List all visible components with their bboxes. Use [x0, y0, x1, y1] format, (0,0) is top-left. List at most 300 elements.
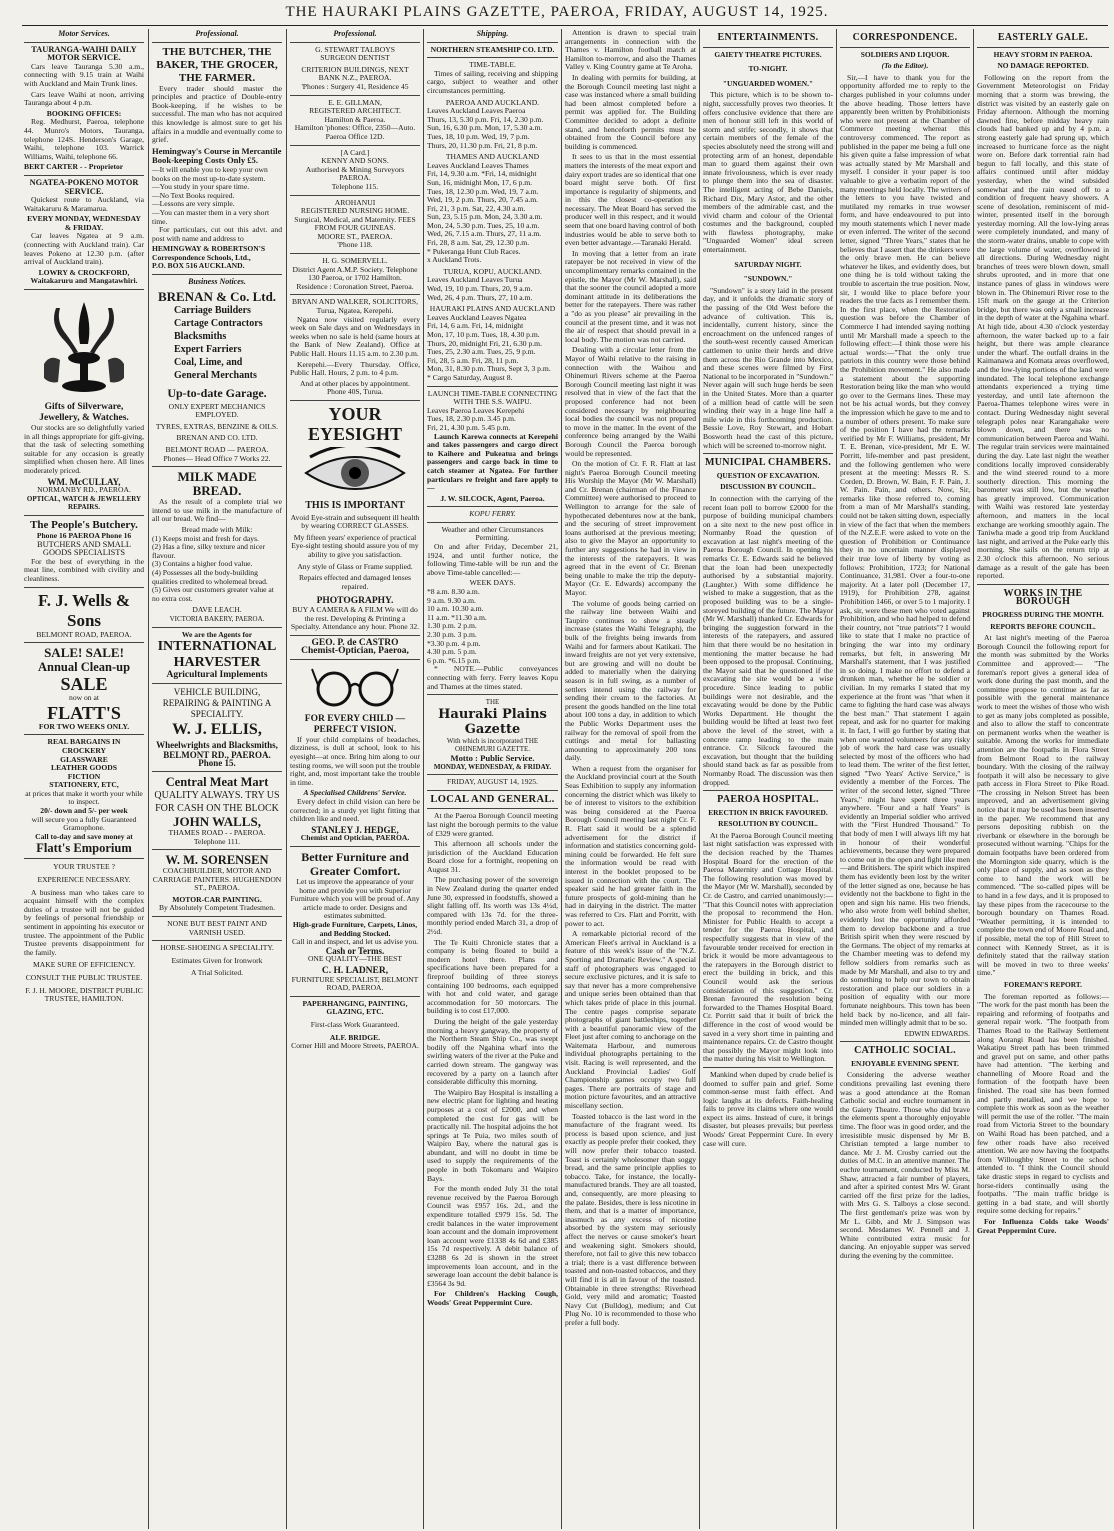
ad-title: BRENAN & Co. Ltd. — [157, 288, 277, 304]
article-text: Considering the adverse weather conditions prevailing last evening there was a good attendance at the Roman Catholic social and euchre tournament in the Gaiety Theatre. Those who did brave the elements spent a thoroughly enjoyable time. The floor was in good order, and the irresistible music dispensed by Mr B. Christian tempted a large number to dance. Mr J. M. Crosby carried out the duties of M.C. in an attentive manner. The euchre tournament, conducted by Miss M. Shaw, attracted a fair number of players, and after a spirited contest Mrs W. Grant carried off the first prize for the ladies, with Mrs G. S. Talboys a close second. The first gentleman's prize was won by Mr L. Gibb, and Mr J. Simpson was second. Mesdames W. Pennell and J. White contributed extra music for dancing. An enjoyable supper was served during the evening by the committee. — [840, 1070, 970, 1260]
ad-text: HORSE-SHOEING A SPECIALITY. — [160, 943, 274, 953]
ad-title: INTERNATIONAL HARVESTER — [157, 639, 277, 671]
ad-text: ONE QUALITY—THE BEST — [307, 954, 403, 964]
ad-text: at prices that make it worth your while to inspect. — [25, 788, 143, 807]
ad-proprietor: LOWRY & CROCKFORD, Waitakaruru and Mangatawhiri. — [30, 267, 138, 286]
timetable-row: 6 p.m. *6.15 p.m. — [427, 655, 481, 665]
timetable-row: Sun, 16, 6.30 p.m. Mon, 17, 5.30 a.m. — [427, 123, 543, 133]
list-item: (1) Keeps moist and fresh for days. — [152, 533, 259, 543]
timetable-row: 9 a.m. 9.30 a.m. — [427, 595, 476, 605]
ad-phone: 'Phone 118. — [337, 240, 373, 250]
ad-headline: SALE — [60, 674, 108, 695]
ad-text: Cars leave Tauranga 5.30 a.m., connecting with 9.15 train at Waihi with Auckland and Main Trunk lines. — [24, 61, 144, 88]
news-paragraph: When a request from the organiser for the Auckland provincial court at the South Seas Exhibition to supply any information concerning the district which was likely to be of interest to visitors to the exhibition was being considered at the Paeroa Borough Council meeting last night Cr. F. R. Flatt said it would be a splendid advertisement for the district if information and statistics concerning gold-mining could be forwarded. He felt sure the information would be read with interest in the booklet proposed to be issued in connection with the court. The speaker said he had greater faith in the future prospects of gold-mining than he had in dairying in the district. The matter was referred to Crs. Flatt and Porritt, with power to act. — [565, 763, 696, 928]
bargain-item: GLASSWARE — [60, 754, 108, 764]
silverware-vase-illustration — [36, 294, 132, 398]
article-heading: WORKS IN THE BOROUGH — [1003, 587, 1083, 608]
column-rule — [699, 29, 700, 1529]
ad-headline: Up-to-date Garage. — [167, 385, 267, 400]
ad-title: YOUR TRUSTEE ? — [53, 862, 115, 872]
ad-text: First-class Work Guaranteed. — [310, 1019, 400, 1029]
timetable-head: Leaves Auckland Leaves Paeroa — [427, 106, 526, 116]
ad-phone: Phone 16 PAEROA Phone 16 — [36, 530, 132, 540]
ad-title: MILK MADE BREAD. — [177, 469, 257, 499]
column-4 — [427, 29, 558, 1529]
ad-text: * NOTE.—Public conveyances connecting with ferry. Ferry leaves Kopu and Thames at the times stated. — [427, 664, 558, 691]
article-signature: EDWIN EDWARDS. — [904, 1028, 970, 1038]
news-paragraph: In moving that a letter from an irate ratepayer be not received in view of the uncomplimentary remarks contained in the epistle, the Mayor (Mr W. Marshall), said that the sooner the council adopted a more dominant attitude in its deliberations the better for the ratepayers. There was rather a "do as you please" air prevailing in the council at the present time, and it was not the air of respect that should prevail in a local body. The motion was not carried. — [565, 248, 696, 344]
ad-address: BELMONT RD., PAEROA. — [163, 749, 271, 760]
section-heading: Business Notices. — [188, 277, 246, 287]
news-paragraph: In dealing with permits for building, at the Borough Council meeting last night a case was instanced where a small building had been almost completed before a permit was applied for. The Building Committee decided to adopt a definite stand, and henceforth permits must be obtained from the Council before any building is commenced. — [565, 72, 696, 151]
timetable-rows — [427, 285, 558, 302]
ad-name: GEO. P. de CASTRO — [311, 637, 399, 648]
section-heading: Professional. — [333, 29, 377, 38]
section-heading: Professional. — [195, 29, 239, 38]
ad-address: NORMANBY RD., PAEROA. — [37, 485, 131, 495]
ad-subtitle: WEEK DAYS. — [469, 578, 516, 588]
article-subheading: REPORTS BEFORE COUNCIL. — [990, 621, 1096, 631]
ad-title: F. J. Wells & Sons — [37, 590, 131, 630]
ad-address: BELMONT ROAD, PAEROA. — [36, 629, 132, 639]
bargain-item: FICTION — [67, 771, 101, 781]
ad-subtitle: EVERY MONDAY, WEDNESDAY & FRIDAY. — [27, 214, 141, 232]
article-subheading: NO DAMAGE REPORTED. — [997, 61, 1089, 71]
article-heading: LOCAL AND GENERAL. — [430, 793, 555, 805]
ad-text: Our stocks are so delightfully varied in all things appropriate for gift-giving, that the task of selecting something suitable for any occasion is greatly simplified when chosen here. All lines moderately priced. — [24, 423, 144, 475]
timetable-row: * Cargo Saturday, August 8. — [427, 372, 513, 382]
article-heading: ENTERTAINMENTS. — [717, 32, 819, 43]
ad-phone: 'Phones : Surgery 41, Residence 45 — [301, 81, 409, 91]
ad-text: ONLY EXPERT MECHANICS EMPLOYED. — [168, 401, 266, 420]
ad-headline: Flatt's Emporium — [36, 841, 132, 856]
ad-subtitle: Weather and other Circumstances Permitting. — [441, 524, 544, 543]
ad-text: Every trader should master the principles and practice of Double-entry Book-keeping, if he wishes to be successful. The man who has not acquired this knowledge is almost sure to get his affairs in a muddle and eventually come to grief. — [152, 83, 282, 145]
list-item: —Lessons are very simple. — [152, 199, 235, 209]
ad-name: HEMINGWAY & ROBERTSON'S Correspondence Schools, Ltd., — [152, 244, 266, 262]
timetable-row: 2.30 p.m. 3 p.m. — [427, 630, 477, 639]
article-subheading: PROGRESS DURING THE MONTH. — [982, 610, 1104, 619]
news-paragraph: The Waipiro Bay Hospital is installing a new electric plant for lighting and heating purposes at a cost of £2000, and when completed the cost for gas will be practically nil. The hospital adjoins the hot springs at Te Puia, two miles south of Waipiro Bay, where the natural gas is abundant, and will no doubt in time be used to supply the requirements of the people in both Tokomaru and Waipiro Bays. — [427, 1087, 558, 1183]
ad-title: Central Meat Mart — [165, 774, 269, 789]
list-item: (2) Has a fine, silky texture and nicer flavour. — [152, 542, 266, 560]
timetable-row: 10 a.m. 10.30 a.m. — [427, 604, 484, 614]
timetable-row: Tues, 25, 2.30 a.m. Tues, 25, 9 p.m. — [427, 347, 536, 357]
timetable-row: Wed, 26, 4 p.m. Thurs, 27, 10 a.m. — [427, 292, 533, 302]
column-rule — [423, 29, 424, 1529]
news-paragraph: The volume of goods being carried on the railway line between Waihi and Taupiro continues to show a steady increase (states the Waihi Telegraph), the bulk of the freights being inwards from Waihi and for farmers about Katikati. The inward freights are not yet very extensive, but are growing and will no doubt be added to materially when the dairying season is in full swing, as a number of settlers intend using the railway for sending their cream to the factories. At present the goods handled on the line total about 100 tons a day, in addition to which the Public Works Department uses the railway for the removal of spoil from the cuttings and metal for ballasting amounting to approximately 200 tons daily. — [565, 598, 696, 763]
timetable-row: Wed, 26, 7.15 a.m. Thurs, 27, 11 a.m. — [427, 229, 542, 239]
ad-name: C. H. LADNER, — [321, 965, 389, 976]
ad-headline: FLATT'S — [47, 702, 121, 723]
timetable-head: Leaves Auckland Leaves Ngatea — [427, 312, 527, 322]
column-rule — [148, 29, 149, 1529]
ad-subtitle: We are the Agents for — [181, 629, 253, 639]
article-subheading: QUESTION OF EXCAVATION. — [716, 470, 820, 480]
article-heading: MUNICIPAL CHAMBERS. — [704, 457, 832, 469]
ad-text: On and after Friday, December 21, 1924, and until further notice, the following Time-table will be run and the above Time-table cancelled:— — [427, 542, 558, 577]
ad-subtitle: OPTICAL, WATCH & JEWELLERY REPAIRS. — [26, 494, 142, 512]
timetable-row: Fri, 14, 9.30 a.m. *Fri, 14, midnight — [427, 169, 537, 179]
timetable-row: Thurs, 20, 11.30 p.m. Fri, 21, 8 p.m. — [427, 140, 538, 150]
ad-phone: Phones— Head Office 7 Works 22. — [163, 453, 271, 463]
article-text: The foreman reported as follows:— "The work for the past month has been the repairing and reforming of footpaths and general repair work. "The footpath from Thames Road to the Railway Settlement along Aorangi Road has been finished. Wakatipu Street path has been trimmed and gravel put on same, and other paths have had attention. "The kerbing and channelling of Moore Road and the formation of the footpath have been finished. The road site has been formed and partly metalled, and we hope to complete this work as soon as the weather will permit the use of the roller. "The main road from Victoria Street to the boundary on Waihi Road has been patched, and a few other roads have also received attention. We are now having the footpaths from Willoughby Street to the school attended to. "I think the Council should take drastic steps in regard to cyclists and horse-riders continually using the footpaths. "The main traffic bridge is getting in a bad state, and will shortly require some decking for repairs." — [977, 991, 1109, 1216]
list-item: General Merchants — [174, 369, 257, 381]
column-1 — [24, 29, 144, 1529]
list-item: —It will enable you to keep your own books on the most up-to-date system. — [152, 164, 268, 183]
column-3 — [290, 29, 420, 1529]
paper-flag: Hauraki Plains Gazette — [438, 706, 547, 737]
news-paragraph: At the Paeroa Borough Council meeting last night the borough permits to the value of £329 were granted. — [427, 811, 558, 838]
ad-subtitle: SURGEON DENTIST — [320, 53, 390, 63]
timetable-title: LAUNCH TIME-TABLE CONNECTING WITH THE S.S. WAIPU. — [427, 388, 558, 407]
ad-text: As the result of a complete trial we intend to use milk in the manufacture of all our bread. We find— — [152, 497, 282, 524]
ad-text: Repairs effected and damaged lenses repaired. — [298, 573, 412, 591]
ad-name: BRENAN AND CO. LTD. — [176, 433, 258, 443]
ad-text: Estimates Given for Ironwork — [171, 955, 263, 965]
timetable-rows — [427, 170, 558, 265]
list-item: Blacksmiths — [174, 330, 227, 342]
ad-text: NONE BUT BEST PAINT AND VARNISH USED. — [167, 919, 267, 937]
ad-address: FURNITURE SPECIALIST, BELMONT ROAD, PAEROA. — [291, 974, 419, 993]
ad-text: Car leaves Ngatea at 9 a.m. (connecting with Auckland train). Car leaves Pokeno at 12.30 p.m. (after arrival of Auckland train). — [24, 231, 144, 267]
column-rule — [973, 29, 974, 1529]
ad-signature: J. W. SILCOCK, Agent, Paeroa. — [440, 493, 545, 503]
article-subheading: "SUNDOWN." — [743, 274, 793, 284]
ad-subtitle: MOTOR-CAR PAINTING. — [172, 894, 262, 904]
ad-text: COACHBUILDER, MOTOR AND CARRIAGE PAINTERS. HUGHENDON ST., PAEROA. — [152, 866, 282, 893]
timetable-title: PAEROA AND AUCKLAND. — [445, 97, 540, 107]
ad-name: KENNY AND SONS. — [321, 156, 389, 166]
timetable-row: *8 a.m. 8.30 a.m. — [427, 587, 480, 597]
timetable-row: Wed, 19, 2 p.m. Thurs, 20, 7.45 a.m. — [427, 195, 539, 205]
ad-title: The People's Butchery. — [30, 518, 138, 531]
ad-text: Reg. Medhurst, Paeroa, telephone 44. Munro's Motors, Tauranga, telephone 124S. Henderson's Garage, Waihi, telephone 103. Warrick Williams, Waihi, telephone 66. — [24, 117, 144, 161]
bargain-item: STATIONERY, ETC, — [49, 780, 119, 790]
timetable-row: Fri, 14, 6 a.m. Fri, 14, midnight — [427, 321, 524, 331]
article-heading: CATHOLIC SOCIAL. — [854, 1045, 956, 1057]
timetable-rows — [427, 322, 558, 382]
news-paragraph: Dealing with a circular letter from the Mayor of Waihi relative to the raising in connection with the Waihou and Ohinemuri Rivers scheme at the Paeroa Borough Council meeting last night it was resolved that in view of the fact that the proposed conference had not been considered necessary by neighbouring local bodies the council was not prepared to move in the matter. In the event of the conference being arranged by the Waihi Borough Council the Paeroa borough would be represented. — [565, 345, 696, 458]
ad-phone: Telephone 111. — [193, 836, 241, 846]
article-subheading: (To the Editor). — [881, 61, 929, 71]
section-heading: Motor Services. — [58, 29, 110, 38]
ad-title: YOUR EYESIGHT — [307, 403, 403, 444]
ad-name: WM. McCULLAY, — [47, 476, 121, 487]
ad-text: And at other places by appointment. — [299, 378, 411, 388]
ad-text: Avoid Eye-strain and subsequent ill health by wearing CORRECT GLASSES. — [290, 512, 420, 531]
ad-text: VEHICLE BUILDING, REPAIRING & PAINTING A SPECIALITY. — [162, 686, 272, 719]
ad-title: SALE! SALE! — [44, 645, 124, 661]
timetable-row: Mon, 24, 5.30 p.m. Tues, 25, 10 a.m. — [427, 220, 540, 230]
timetable-row: *3.30 p.m. 4 p.m. — [427, 638, 481, 648]
article-text: At the Paeroa Borough Council meeting last night satisfaction was expressed with the decision reached by the Thames Hospital Board for the erection of the Paeroa Maternity and Cottage Hospital. The following resolution was moved by the Mayor (Mr W. Marshall), seconded by Cr. de Castro, and carried unanimously:— "That this Council notes with appreciation the proposal to recommend the Hon. Minister for Public Health to accept a tender for the Paeroa Hospital, and respectfully suggests that in view of the favourable tender received for erection in brick it would be more advantageous to the ratepayers in the Borough district to erect the building in brick, and this Council would ask the serious consideration of this suggestion." Cr. Brenan favoured the resolution being forwarded to the Thames Hospital Board. Cr. Porritt said that it built of brick the difference in the cost of wood would be saved in a very short time in painting and maintenance repairs. Cr. de Castro thought that possibly the Mayor might look into the matter during his visit to Wellington. — [703, 830, 833, 1064]
ad-text: My fifteen years' experience of practical Eye-sight testing should assure you of my ability to give you satisfaction. — [291, 532, 419, 559]
list-item: Coal, Lime, and — [174, 356, 243, 368]
ad-text: [A Card.] — [340, 147, 370, 157]
timetable-row: 1.30 p.m. 2 p.m. — [427, 621, 477, 631]
ad-text: Kerepehi.—Every Thursday. Office, Public Hall. Hours, 2 p.m. to 4 p.m. — [290, 359, 420, 378]
ad-name: E. E. GILLMAN, — [328, 97, 382, 107]
local-news-continued — [565, 29, 696, 1327]
column-rule — [286, 29, 287, 1529]
ad-subtitle: BOOKING OFFICES: — [46, 108, 122, 118]
ad-address: Residence : Coronation Street, Paeroa. — [296, 281, 414, 291]
article-subheading: TO-NIGHT. — [748, 64, 788, 74]
ad-text: By Absolutely Competent Tradesmen. — [158, 903, 275, 913]
ad-address: BELMONT ROAD — PAEROA. — [165, 445, 269, 455]
timetable-head: Leaves Auckland Leaves Thames — [427, 160, 529, 170]
list-item: (3) Contains a higher food value. — [152, 559, 253, 569]
news-paragraph: During the height of the gale yesterday morning a heavy gangway, the property of the Northern Steam Ship Co., was swept bodily off the Ngahina wharf into the swirling waters of the river at the Puke and carried down stream. The gangway was recovered by a party on a launch after considerable difficulty this morning. — [427, 1016, 558, 1087]
column-5 — [565, 29, 696, 1529]
advertisement-text: Mankind when duped by crude belief is doomed to suffer pain and grief. Some common-sense must faith effect. And logic laughs at its defects. Faith-healing fails to prove its claims where one would expect its aims. Instead of cure, it brings disaster, but pleases prevails; but peerless Woods' Great Peppermint Cure. In every case will cure. — [703, 1069, 833, 1148]
ad-address: CRITERION BUILDINGS, NEXT BANK N.Z., PAEROA. — [301, 64, 409, 83]
timetable-title: HAURAKI PLAINS AND AUCKLAND — [429, 304, 556, 314]
flag-the: THE — [485, 698, 500, 707]
local-news — [427, 812, 558, 1288]
ad-text: Quickest route to Auckland, via Waitakaruru & Maramarua. — [24, 195, 144, 213]
ad-text: A business man who takes care to acquaint himself with the complex duties of a trustee will not be guided by feelings of personal friendship or sentiment in appointing his executor or trustee. The appointment of the Public Trustee prevents disappointment for the family. — [24, 887, 144, 957]
ad-subtitle: A Specialised Childrens' Service. — [303, 788, 407, 798]
ad-address: Turua, Ngatea, Kerepehi. — [316, 306, 394, 316]
spectacles-illustration — [310, 663, 400, 711]
ad-subtitle: FOR TWO WEEKS ONLY. — [38, 721, 130, 731]
ad-text: REGISTERED NURSING HOME. Surgical, Medical, and Maternity. FEES FROM FOUR GUINEAS. — [294, 206, 416, 233]
ad-proprietor: BERT CARTER - - Proprietor — [24, 162, 124, 172]
ad-text: TYRES, EXTRAS, BENZINE & OILS. — [155, 421, 279, 431]
ad-subtitle: 20/- down and 5/- per week — [40, 806, 128, 816]
article-text: In connection with the carrying of the recent loan poll to borrow £2000 for the purpose of building municipal chambers on a site next to the new post office in Normanby Road the question of excavation at last night's meeting of the Paeroa Borough Council. In opening his remarks Cr. E. Edwards said he believed that the loan had been unexpectedly authorised by a substantial majority. (Laughter.) With some diffidence he wished to make a suggestion, that as the proposed building was to be a single-storeyed building of the future. The Mayor (Mr W. Marshall) thanked Cr. Edwards for bringing the suggestion forward in the interests of the ratepayers, and assured him that there would be no hesitation in mentioning the matter because he had been opposed to the proposal. Continuing, the Mayor said that he questioned if the excavating the site would be a wise procedure. Since leading to public buildings were not desirable, and the excavating would be done by the Public Works Department. He thought the building would be lifted at least two feet above the level of the street, with a concrete ramp leading to the main entrance. Cr. Silcock favoured the excavation, but thought that the building should stand back as far as possible from Normanby Road. The discussion was then dropped. — [703, 493, 833, 787]
timetable-row: Sun, 23, 5.15 p.m. Mon, 24, 3.30 a.m. — [427, 212, 543, 222]
ad-text: For the best of everything in the meat line, combined with civility and cleanliness. — [24, 556, 144, 583]
news-paragraph: Attention is drawn to special train arrangements in connection with the Thames v. Hamilton football match at Hamilton to-morrow, and also the Thames Valley v. King Country game at Te Aroha. — [565, 29, 696, 72]
article-subheading: ERECTION IN BRICK FAVOURED. — [708, 807, 828, 817]
ad-subtitle: MAKE SURE OF EFFICIENCY. — [33, 960, 135, 970]
ad-subtitle: THIS IS IMPORTANT — [305, 499, 405, 511]
ad-address: Hamilton & Paeroa. — [324, 114, 386, 124]
timetable-row: Fri, 21, 3 p.m. Sat, 22, 4.30 a.m. — [427, 203, 526, 213]
ad-name: BRYAN AND WALKER, SOLICITORS, — [291, 297, 419, 307]
flag-sub: With which is incorporated THE OHINEMURI GAZETTE. — [446, 736, 539, 754]
timetable-row: Thurs, 13, 5.30 p.m. Fri, 14, 2.30 p.m. — [427, 114, 544, 124]
list-item: —No Text Books required. — [152, 190, 235, 200]
ad-address: Corner Hill and Moore Streets, PAEROA. — [291, 1041, 419, 1051]
timetable-row: Tues, 18, 12.30 p.m. Wed, 19, 7 a.m. — [427, 186, 539, 196]
masthead-rule — [22, 25, 1108, 26]
article-subheading: HEAVY STORM IN PAEROA. — [993, 49, 1093, 59]
timetable-row: 11 a.m. *11.30 a.m. — [427, 612, 487, 622]
ad-phone: Hamilton 'phones: Office, 2350—Auto. Paeroa Office 12D. — [294, 123, 416, 141]
news-paragraph: On the motion of Cr. F. R. Flatt at last night's Paeroa Borough Council meeting His Worship the Mayor (Mr W. Marshall) and Cr. Brenan (chairman of the Finance Committee) were authorised to proceed to Wellington to arrange for the sale of hypothecated debentures now at the bank, and the securing of street improvement loans authorised at the previous meeting; also to give the Mayor an opportunity to further any suggestions he had in view in the interests of the ratepayers. It was agreed that in the event of Cr. Brenan being unable to make the trip the deputy-Mayor (Cr. E. Edwards) accompany the Mayor. — [565, 459, 696, 597]
ad-name: H. G. SOMERVELL. — [322, 256, 388, 266]
ad-title: Hemingway's Course in Mercantile Book-keeping Costs Only £5. — [152, 145, 282, 166]
ad-title: W. J. ELLIS, — [172, 720, 262, 738]
masthead: THE HAURAKI PLAINS GAZETTE, PAEROA, FRIDAY, AUGUST 14, 1925. — [285, 4, 829, 20]
ad-subtitle: Wheelwrights and Blacksmiths, — [156, 739, 278, 750]
article-text: Sir,—I have to thank you for the opportunity afforded me to reply to the charges published in your columns under the above heading. Those letters have apparently been written by Prohibitionists who were not present at the Chamber of Commerce meeting whereat this controversy commenced. The report as published in the paper me being a full one his given quite a false impression of what was actually stated by Mr Marshall and myself. I consider it your paper is too valuable to give a verbatim report of the many meetings held locally. The writers of the letters to you have twisted and mutilated my remarks in true wowser form, and have endeavoured to put into my mouth statements which I never made or even inferred. The writer of the second letter, signed "Three Years," states that he believes that I assert that the drinkers were the only brave men. He can believe whatever he likes, and evidently does, but one thing he is told without taking the trouble to ascertain the true position. Now, sir, I would like to place before your readers the true facts as I remember them. In the first place, when the Restoration question was before the Chamber of Commerce I had intended saying nothing until Mr Marshall made a speech to the following effect:—I think those were his actual words:—"That the only true patriots in this country were those behind the Prohibition movement." He also made a statement about the supporting Restoration being like the man who would go over to the Germans lines. These may not be his actual words, but they convey the impression which he gave to me and to a number of others present. To make sure of the position I have had the remarks verified by Mr F. Williams, president, Mr T. E. Brenan, vice-president, Mr E. W. Porritt, life-member and past president, and the following gentlemen who were present at the meeting: Messrs R. S. Corden, D. Brown, W. Bain, F. F. Pain, J. W. Pain. Pain, and others. Now, Sir, remarks like those referred to, coming from a man of Mr Marshall's standing, could not be taken sitting down, especially in view of the fact that when the members of the N.Z.E.F. were asked to vote on the question of Prohibition or Continuance they in no uncertain manner displayed their true love of liberty by voting as follows: Prohibition, 1723; for National Continuance, 31,981. Over a four-to-one majority. At a later poll (December 17, 1919), for Prohibition 278, against Prohibition 1466, or over 5 to 1 majority. I ask, sir, were these men who voted against Prohibition, and who had helped to defend their country, not "true patriots"? I would like to state that I make no practice of bringing the war into my ordinary remarks, but felt, in answering Mr Marshall's statement, that I was justified in so doing. I make no effort to defend a drunken man, whether he be soldier or civilian. In my remarks I stated that my experience at the front was "that when it came to fighting the hard case was always the best man." That statement I again repeat, and ask for no quarter for making it. In fact, I will go further by stating that when one wanted volunteers for any risky job of work the hard case was usually selected by most of the officers who had to lead them. The writer of the first letter, signed "Two Years' Active Service," is evidently a member of the Forces. The writer of the second letter, signed "Three Years," might have spent three years anywhere. "Four and a half Years" is evidently an Imperial soldier who arrived with the "First Hundred Thousand." To that body of men I will always lift my hat in honour of their wonderful achievements, because they were prepared to come out in the open and fight like men—and Britishers. The spirit which inspired them has evidently been lost by the writer of the letter signed as one, because he has evidently not the backbone to fight in the open and sign his name. His two friends, who also wrote from well behind shelter, evidently lost the opportunity afforded them to develop backbone and a true British spirit when they were rescued by the Germans. The object of my remarks at the Chamber meeting was to defend my fellow soldiers from remarks such as made by Mr Marshall, and also to try and do something to help our town to obtain restoration and place our soldiers in a position of equality with our more fortunate neighbours. This town has been held back by no-licence, and all fair-minded men willingly admit that to be so. — [840, 72, 970, 1028]
ad-text: BUY A CAMERA & A FILM We will do the rest. Developing & Printing a Specialty. Attendance any hour. Phone 32. — [290, 604, 420, 632]
list-item: —You study in your spare time. — [152, 182, 250, 192]
timetable-title: THAMES AND AUCKLAND — [445, 152, 540, 162]
ad-text: Any style of Glass or Frame supplied. — [297, 561, 413, 571]
flag-days: MONDAY, WEDNESDAY, & FRIDAY. — [433, 762, 552, 771]
flag-motto: Motto : Public Service. — [450, 752, 535, 763]
ad-name: AROHANUI — [334, 197, 376, 207]
column-2 — [152, 29, 282, 1529]
brenan-list — [174, 304, 282, 382]
news-paragraph: The Te Kuiti Chronicle states that a company is being floated to build a modern hotel there. Plans and specifications have been prepared for a fireproof building of three storeys containing 100 bedrooms, each equipped with hot and cold water, and garage accommodation for 50 motorcars. The building is to cost £17,000. — [427, 937, 558, 1016]
timetable-rows — [427, 588, 558, 665]
ad-subtitle: REGISTERED ARCHITECT. — [309, 106, 401, 116]
news-paragraph: For the month ended July 31 the total revenue received by the Paeroa Borough Council was £957 16s. 2d., and the expenditure totalled £979 15s. 5d. The credit balances in the water improvement loan account and the domain improvement loan account were £1338 4s 6d and £385 15s 7d respectively. A debit balance of £3288 6s 2d is shown in the street improvements loan account, and in the sewerage loan account the debit balance is £3564 3s 9d. — [427, 1184, 558, 1288]
news-paragraph: This afternoon all schools under the jurisdiction of the Auckland Education Board close for a fortnight, reopening on August 31. — [427, 839, 558, 874]
list-item: Expert Farriers — [174, 343, 242, 355]
ad-title: NGATEA-POKENO MOTOR SERVICE. — [29, 177, 139, 196]
column-rule — [836, 29, 837, 1529]
column-8 — [977, 29, 1109, 1529]
article-subheading: SOLDIERS AND LIQUOR. — [860, 49, 950, 59]
ad-title: Better Furniture and Greater Comfort. — [301, 850, 409, 878]
ad-subtitle: EXPERIENCE NECESSARY. — [37, 875, 131, 885]
article-subheading: "UNGUARDED WOMEN." — [722, 78, 814, 88]
timetable-head: Leaves Auckland Leaves Turua — [427, 275, 523, 285]
ad-phone: Phone 15. — [198, 758, 236, 769]
timetable-row: Fri, 28, 8 a.m. Sat, 29, 12.30 p.m. — [427, 238, 530, 248]
ad-text: Ngatea now visited regularly every week on Sale days and on Wednesdays in weeks when no sale is held (same hours at the Bank of New Zealand). Office at Public Hall. Hours 11.15 a.m. to 2.30 p.m. — [290, 314, 420, 358]
ad-subtitle: BUTCHERS AND SMALL GOODS SPECIALISTS — [37, 539, 131, 558]
bargain-item: LEATHER GOODS — [51, 763, 117, 773]
section-heading: Shipping. — [476, 29, 509, 38]
ad-subtitle: Authorised & Mining Surveyors PAEROA. — [305, 164, 405, 183]
timetable-row: Fri, 28, 5 a.m. Fri, 28, 11 p.m. — [427, 355, 519, 365]
list-item: (5) Gives our customers greater value at no extra cost. — [152, 585, 274, 603]
advertisement-text: For Influenza Colds take Woods' Great Peppermint Cure. — [977, 1216, 1109, 1235]
article-heading: PAEROA HOSPITAL. — [717, 794, 819, 806]
timetable-row: Thurs, 20, midnight Fri, 21, 6.30 p.m. — [427, 338, 542, 348]
ad-text: will secure you a fully Guaranteed Gramophone. — [31, 814, 137, 833]
ad-name: JOHN WALLS, — [173, 813, 261, 829]
ad-subtitle: CONSULT THE PUBLIC TRUSTEE. — [25, 972, 143, 982]
ad-text: Launch Karewa connects at Kerepehi and takes passengers and cargo direct to Kaihere and Pukeatua and brings passengers and cargo back in time to catch steamer at Ngatea. For further particulars re freight and fare apply to— — [427, 431, 558, 493]
timetable-row: Mon, 17, 10 p.m. Tues, 18, 4.30 p.m. — [427, 330, 540, 339]
news-paragraph: It sees to us that in the most essential matters the interests of the meat export and dairy export trades are so identical that one board might serve both. Of first importance is regularity of shipments, and in this the closest co-operation is necessary. The Meat Board has served the producer well in this respect, and it would seem that one board having control of both industries would be able to serve both to even better advantage.—Taranaki Herald. — [565, 152, 696, 248]
ad-phone: Phone 40S, Turua. — [326, 387, 384, 397]
ad-subtitle: Chemist-Optician, Paeroa, — [301, 646, 409, 657]
ad-signature: F. J. H. MOORE, DISTRICT PUBLIC TRUSTEE, HAMILTON. — [25, 985, 143, 1004]
ad-subtitle: High-grade Furniture, Carpets, Linos, and Bedding Stocked. — [292, 919, 418, 938]
ad-text: Cars leave Waihi at noon, arriving Tauranga about 4 p.m. — [24, 89, 144, 108]
list-item: Carriage Builders — [174, 304, 251, 316]
article-subheading: SATURDAY NIGHT. — [734, 259, 802, 269]
ad-text: QUALITY ALWAYS. TRY US FOR CASH ON THE BLOCK — [154, 789, 280, 814]
news-paragraph: The purchasing power of the sovereign in New Zealand during the quarter ended June 30, expressed in foodstuffs, showed a slight falling off. Its worth was 13s 4½d, compared with 13s 7d. for the three-monthly period ended March 31, a drop of 2½d. — [427, 875, 558, 937]
milk-list — [152, 535, 282, 604]
ad-text: Times of sailing, receiving and shipping cargo, subject to weather and other circumstances permitting. — [427, 68, 558, 95]
ad-text: For Children's Hacking Cough, Woods' Great Peppermint Cure. — [427, 1289, 558, 1307]
article-heading: EASTERLY GALE. — [997, 32, 1089, 43]
list-item: Cartage Contractors — [174, 317, 263, 329]
ad-phone: Telephone 115. — [331, 181, 379, 191]
article-text: This picture, which is to be shown to-night, successfully proves two theories. It offers conclusive evidence that there are men of honour still left in this world of storm and strife; secondly, it shows that certain members of the female of the species absolutely need the strong will and protecting arm of an honest, dependable man to guard them against their own innate frivolousness, which is ever ready to plunge them into the sea of disaster. The intelligent acting of Bebe Daniels, Richard Dix, Mary Astor, and the other members of the admirable cast, and the vivid charm and colour of the Oriental costumes and the background, coupled with flawless photography, make "Unguarded Women" ideal screen entertainment. — [703, 90, 833, 255]
ad-name: DAVE LEACH. — [192, 605, 242, 615]
ad-subtitle: TIME-TABLE. — [469, 60, 516, 70]
news-paragraph: A remarkable pictorial record of the American Fleet's arrival in Auckland is a feature of this week's issue of the "N.Z. Sporting and Dramatic Review." A special staff of photographers was engaged to secure exclusive pictures, and it is safe to say that never has a more comprehensive and unique series been obtained than that which takes pride of place in this journal. The centre pages comprise separate photographs of giant battleships, together with a beautiful panoramic view of the Fleet just after coming to anchorage on the Waitemata Harbour, and numerous individual photographs pertaining to the visit. Racing is well represented, and the Auckland Provincial Ladies' Golf Championship games occupy two full pages. There are portraits of stage and motion picture favourites, and an attractive miscellany section. — [565, 929, 696, 1111]
ad-text: District Agent A.M.P. Society. Telephone 130 Paeroa, or 1702 Hamilton. — [292, 264, 418, 283]
ad-subtitle: Agricultural Implements — [166, 670, 268, 681]
ad-text: For particulars, cut out this advt. and post with name and address to — [152, 225, 282, 243]
timetable-row: Tues, 18, 10 p.m. Wed, 19, 7 p.m. — [427, 131, 530, 141]
ad-address: P.O. BOX 516 AUCKLAND. — [152, 261, 245, 271]
article-subheading: GAIETY THEATRE PICTURES. — [714, 49, 822, 59]
ad-text: Call in and inspect, and let us advise you. — [291, 937, 419, 947]
ad-title: Gifts of Silverware, Jewellery, & Watches. — [39, 402, 129, 424]
article-text: At last night's meeting of the Paeroa Borough Council the following report for the month was submitted by the Works Committee and approved:— "The foreman's report gives a general idea of work done during the past month, and the committee propose to continue as far as possible with the general maintenance work to meet the wishes of those who wish to get as many jobs completed as possible, and also to allow the staff to concentrate on permanent works when the weather is suitable. Among the works for immediate attention are the footpaths in Flora Street from Belmont Road to the railway boundary. With the closing of the railway footpath it will also be necessary to give path access in Flora Street to Pike Road. "The crossing in Nelson Street has been improved, and an advertisement giving notice that it may be used has been inserted in the paper. We recommend that any persons depositing rubbish on the riverbank or elsewhere in the borough be prosecuted without warning. "Chips for the domain footpaths have been ordered from the Mornington side quarry, which is the only place of supply, and as soon as they come to hand the work will be commenced. "The so-called pipes will be to hand in a few days, and it is proposed to lay these pipes from the racecourse to the borough boundary on Thames Road. "Weather permitting, it is intended to complete the town end of Moore Road and, if possible, metal the top of Hill Street to connect with Kennedy Street, as it is definitely stated that the railway station will be moved in two to three weeks' time." — [977, 633, 1109, 978]
eye-illustration — [300, 447, 410, 499]
article-subheading: FOREMAN'S REPORT. — [1003, 979, 1083, 989]
dateline: FRIDAY, AUGUST 14, 1925. — [446, 777, 538, 787]
ad-address: MOORE ST., PAEROA. — [317, 231, 393, 241]
list-item: (4) Possesses all the body-building qualities credited to wholemeal bread. — [152, 567, 268, 586]
timetable-row: Fri, 21, 4.30 p.m. 5.45 p.m. — [427, 422, 511, 432]
timetable-rows — [427, 116, 558, 150]
ad-subtitle: PAPERHANGING, PAINTING, GLAZING, ETC. — [302, 998, 408, 1017]
timetable-head: Leaves Paeroa Leaves Kerepehi — [427, 405, 525, 415]
ad-text: now on at — [69, 693, 99, 703]
column-7 — [840, 29, 970, 1529]
ad-address: THAMES ROAD - - PAEROA. — [168, 827, 266, 837]
timetable-rows — [427, 415, 558, 432]
ad-text: A Trial Solicited. — [190, 968, 244, 978]
ad-subtitle: PHOTOGRAPHY. — [316, 596, 394, 607]
timetable-row: Wed, 19, 10 p.m. Thurs, 20, 9 a.m. — [427, 284, 533, 294]
article-subheading: DISCUSSION BY COUNCIL. — [720, 482, 816, 492]
ad-title: FOR EVERY CHILD —PERFECT VISION. — [304, 713, 406, 735]
ad-address: VICTORIA BAKERY, PAEROA. — [169, 614, 265, 623]
ad-subtitle: REAL BARGAINS IN — [47, 737, 121, 747]
ad-name: STANLEY J. HEDGE, — [311, 824, 399, 835]
ad-title: TAURANGA-WAIHI DAILY MOTOR SERVICE. — [31, 44, 137, 63]
timetable-row: * Pukeranga Hunt Club Races. — [427, 246, 521, 256]
ad-subtitle: Bread made with Milk: — [181, 525, 253, 534]
timetable-row: Tues, 18, 2.30 p.m. 3.45 p.m. — [427, 414, 516, 424]
bargain-list — [24, 747, 144, 790]
ad-subtitle: Call to-day and save money at — [35, 831, 133, 841]
column-6 — [703, 29, 833, 1529]
column-rule — [561, 29, 562, 1529]
ad-title: THE BUTCHER, THE BAKER, THE GROCER, THE FARMER. — [156, 45, 278, 84]
news-paragraph: Toasted tobacco is the last word in the manufacture of the fragrant weed. Its process is based upon science, and just exactly as people prefer their cooked, they will now prefer their tobacco toasted. Toast is certainly wholesomer than soggy bread, and the same principle applies to tobacco. Take, for instance, the locally-manufactured brands. They are all toasted, and, consequently, are more pleasing to the palate. Besides, there is less nicotine in them, and that is a matter of importance, inasmuch as any excess of nicotine absorbed by the system may seriously affect the nerves or cause smoker's heart and weakening sight. Smokers should, therefore, not fail to give this new tobacco a trial; there is a vast difference between toasted and non-toasted tobaccos, and they will find it is all in favour of the toasted. Obtainable in three strengths: Riverhead Gold, very mild and aromatic; Toasted Navy Cut (Bulldog), medium; and Cut Plug No. 10 is recommended to those who prefer a full body. — [565, 1111, 696, 1327]
article-text: Following on the report from the Government Meteorologist on Friday morning that a storm was brewing, the district was visited by an easterly gale on Friday afternoon. Although the morning dawned fine, before midday heavy rain clouds had banked up and by 4 p.m. a strong easterly gale had sprung up, which increased to hurricane force as the night wore on. Before dark torrential rain had begun to fall locally, and this state of affairs continued until after midday yesterday, when the wind subsided somewhat and the rain eased off to a condition of frequent heavy showers. A scene of desolation, reminiscent of mid-winter, presented itself in the borough yesterday morning. All the low-lying areas were completely inundated, and many of the storm-water drains, unable to cope with the large volume of water, overflowed in all directions. During Wednesday night branches of trees were blown down, small shrubs uprooted, and in more that one instance panes of glass in windows were blown in. The Ohinemuri River rose to the 15ft mark on the gauge at the Criterion bridge, but there was only a small increase in the depth of water at the Ngahina wharf. At high tide, about 4.30 o'clock yesterday afternoon, the water backed up to a fair height, but there was ample clearance under the wharf. The outfall drains in the Kaimanawa and Komata areas overflowed, and the low-lying portions of the land were inundated. The local telephone exchange attendants experienced a trying time yesterday, and until late afternoon the Paeroa-Thames telephone wires were in contact. During Wednesday night several telegraph poles near Karangahake were blown down, and there was no communication between Paeroa and Waihi. The regular train services were maintained during the day. Late last night the weather conditions locally improved considerably and the wind steered round to a more southerly direction. This morning the barometer was still low, but the weather has greatly improved. Communication with Waihi was restored late yesterday afternoon, and matters in the local exchange are working smoothly again. The Taniwha made a good trip from Auckland last night, and arrived at the Puke early this morning. She sails on the return trip at 2.30 o'clock this afternoon. No serious damage as a result of the gale has been reported. — [977, 72, 1109, 581]
article-heading: CORRESPONDENCE. — [852, 32, 958, 43]
timetable-row: x Auckland Trots. — [427, 255, 482, 265]
timetable-row: Sun, 16, midnight Mon, 17, 6 p.m. — [427, 177, 533, 187]
timetable-title: KOPU FERRY. — [469, 509, 516, 519]
ad-text: Every defect in child vision can here be corrected; in a sturdy yet light fitting that children like and need. — [290, 797, 420, 824]
ad-subtitle: Cash or Terms. — [325, 945, 385, 956]
timetable-row: 4.30 p.m. 5 p.m. — [427, 647, 477, 657]
ad-name: ALF. BRIDGE. — [329, 1032, 381, 1042]
article-subheading: RESOLUTION BY COUNCIL. — [718, 819, 818, 829]
ad-subtitle: Annual Clean-up — [37, 660, 131, 675]
list-item: —You can master them in a very short time. — [152, 207, 270, 226]
timetable-title: TURUA, KOPU, AUCKLAND. — [443, 266, 542, 276]
ad-subtitle: Chemist and Optician, PAEROA. — [300, 833, 410, 843]
bargain-item: CROCKERY — [61, 745, 107, 755]
timetable-row: Mon, 31, 8.30 p.m. Thurs, Sept 3, 3 p.m. — [427, 364, 551, 374]
article-text: "Sundown" is a story laid in the present day, and it unfolds the dramatic story of the passing of the Old West before the advance of cultivation. This is, incidentally, current history, since the encroachment on the unfenced ranges of the south-west recently caused American cattlemen to unite their herds and drive them across the Rio Grande into Mexico, and these scenes were filmed by First National to be incorporated in "Sundown." Never again will such huge herds be seen in the United States. More than a quarter of a million head of cattle will be seen winding their way in a huge line half a mile wide in this forthcoming production. Bessie Love, Roy Stewart, and Hobart Bosworth head the cast of this picture, which will be screened to-morrow night. — [703, 285, 833, 450]
ad-text: Let us improve the appearance of your home and provide you with Superior Furniture which you will be proud of. Any article made to order. Designs and estimates submitted. — [290, 877, 420, 921]
